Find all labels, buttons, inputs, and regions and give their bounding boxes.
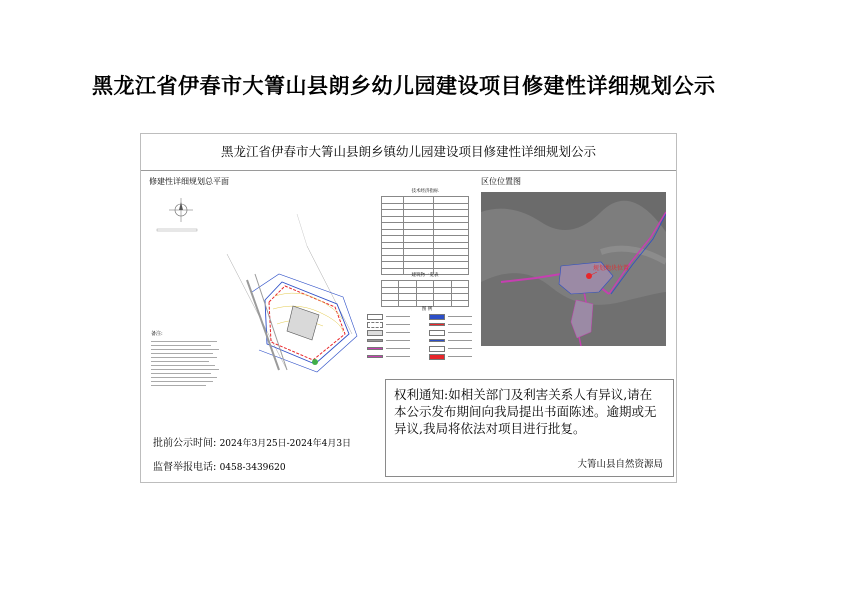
notice-text: 权利通知:如相关部门及利害关系人有异议,请在本公示发布期间向我局提出书面陈述。逾期或无异议,我局将依法对项目进行批复。 bbox=[394, 387, 657, 436]
notes-block bbox=[151, 338, 221, 389]
page-title: 黑龙江省伊春市大箐山县朗乡幼儿园建设项目修建性详细规划公示 bbox=[92, 73, 716, 98]
period-label: 批前公示时间: bbox=[153, 438, 217, 449]
building-table-title: 建筑物一览表 bbox=[411, 273, 439, 278]
legend-title: 图 例 bbox=[421, 307, 433, 312]
phone-value: 0458-3439620 bbox=[219, 463, 286, 473]
location-label: 区位位置图 bbox=[481, 177, 521, 186]
notice-org: 大箐山县自然资源局 bbox=[577, 459, 663, 470]
board-title: 黑龙江省伊春市大箐山县朗乡镇幼儿园建设项目修建性详细规划公示 bbox=[141, 134, 676, 171]
building-list-table bbox=[381, 272, 469, 307]
publication-period bbox=[153, 434, 351, 449]
tech-table-title: 技术经济指标 bbox=[411, 189, 439, 194]
legend bbox=[367, 306, 487, 359]
notes-label: 备注: bbox=[151, 331, 163, 337]
map-marker-label: 规划地块位置 bbox=[593, 265, 630, 272]
planning-board bbox=[140, 133, 677, 483]
phone-label: 监督举报电话: bbox=[153, 462, 217, 473]
report-phone bbox=[153, 458, 286, 473]
tech-indicators-table bbox=[381, 188, 469, 275]
period-value: 2024年3月25日-2024年4月3日 bbox=[219, 439, 352, 449]
location-map bbox=[481, 192, 666, 346]
rights-notice bbox=[385, 379, 674, 477]
north-arrow-icon bbox=[169, 198, 193, 222]
plan-label: 修建性详细规划总平面 bbox=[149, 177, 229, 186]
